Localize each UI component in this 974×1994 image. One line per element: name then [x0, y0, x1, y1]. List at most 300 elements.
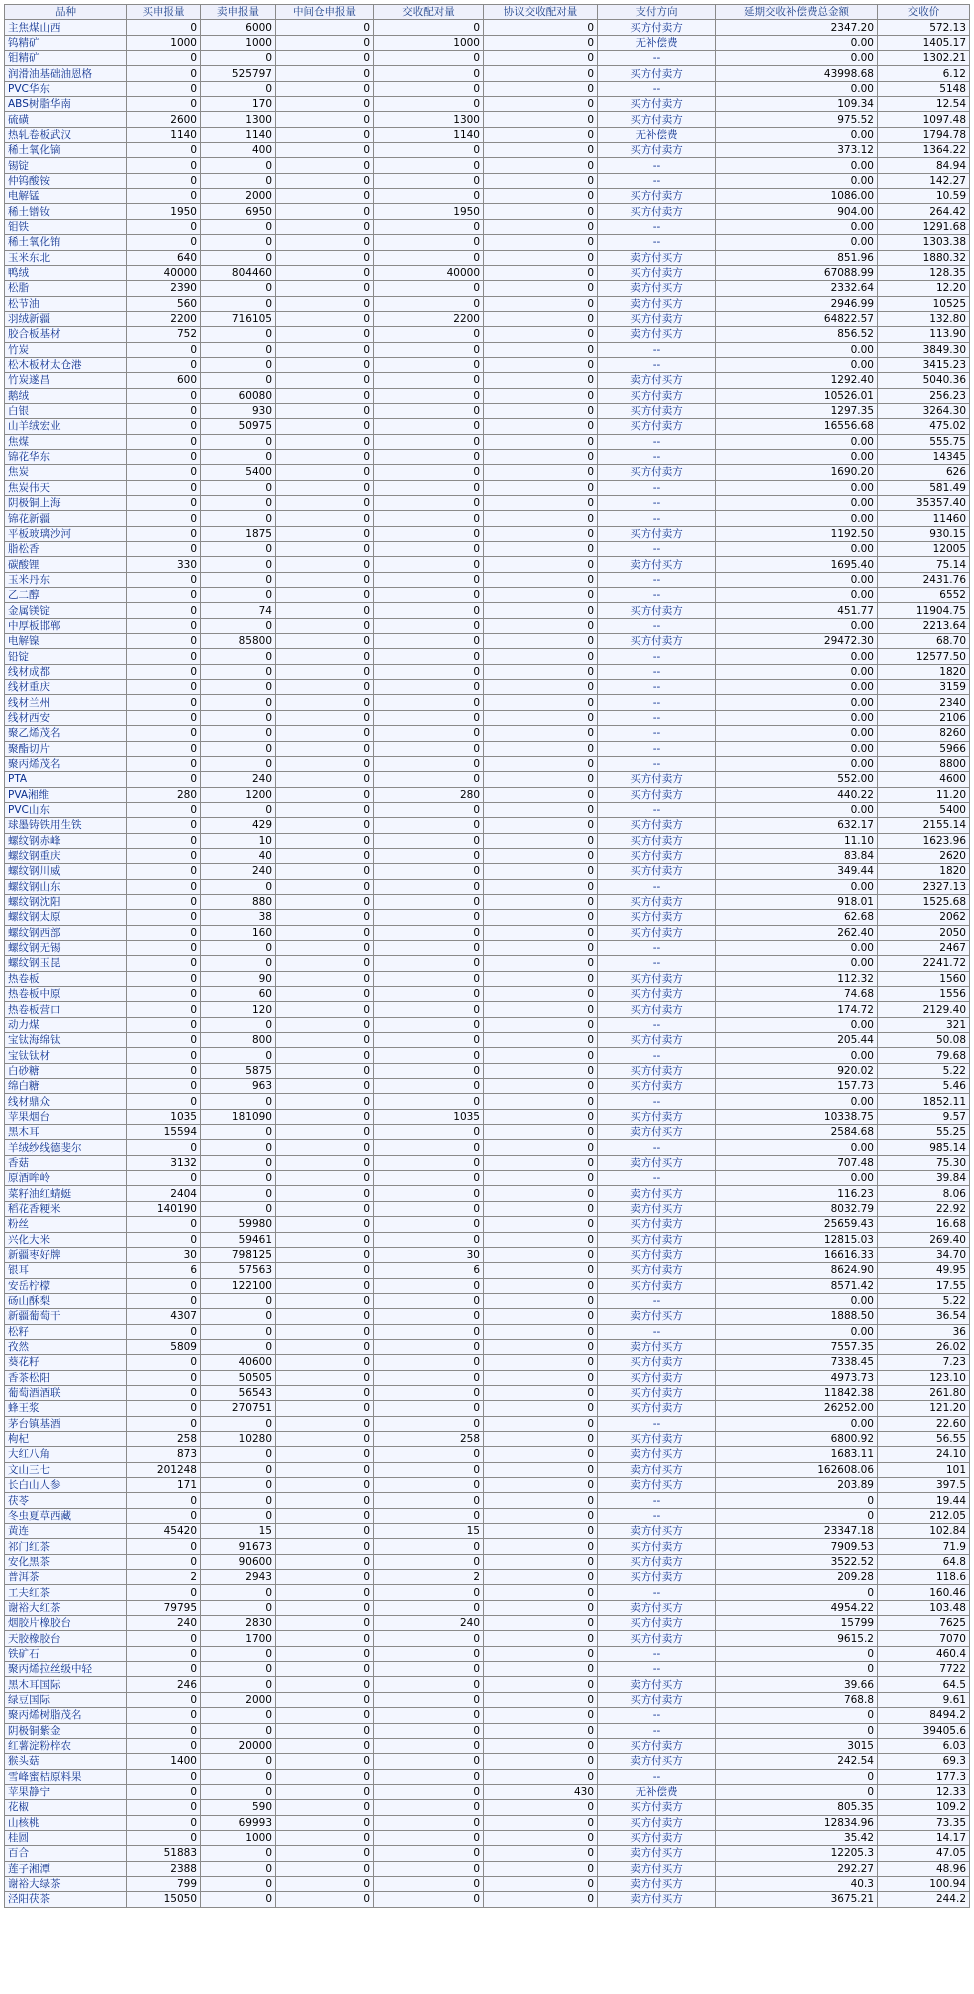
variety-cell: 香茶松阳	[5, 1370, 127, 1385]
price-cell: 103.48	[878, 1600, 970, 1615]
match-qty-cell: 0	[374, 1048, 484, 1063]
match-qty-cell: 0	[374, 1293, 484, 1308]
match-qty-cell: 1000	[374, 35, 484, 50]
buy-qty-cell: 0	[127, 664, 201, 679]
direction-cell: --	[598, 542, 716, 557]
variety-cell: 螺纹钢山东	[5, 879, 127, 894]
price-cell: 47.05	[878, 1846, 970, 1861]
match-qty-cell: 0	[374, 1784, 484, 1799]
table-row	[5, 250, 970, 265]
agreement-qty-cell: 0	[484, 1247, 598, 1262]
mid-qty-cell: 0	[276, 634, 374, 649]
price-cell: 8.06	[878, 1186, 970, 1201]
sell-qty-cell: 0	[201, 281, 276, 296]
direction-cell: 买方付卖方	[598, 526, 716, 541]
price-cell: 5966	[878, 741, 970, 756]
match-qty-cell: 0	[374, 818, 484, 833]
variety-cell: 稀土氧化铕	[5, 235, 127, 250]
mid-qty-cell: 0	[276, 649, 374, 664]
price-cell: 68.70	[878, 634, 970, 649]
agreement-qty-cell: 0	[484, 1232, 598, 1247]
sell-qty-cell: 69993	[201, 1815, 276, 1830]
compensation-cell: 112.32	[716, 971, 878, 986]
sell-qty-cell: 0	[201, 480, 276, 495]
variety-cell: 主焦煤山西	[5, 20, 127, 35]
buy-qty-cell: 0	[127, 1539, 201, 1554]
agreement-qty-cell: 0	[484, 1876, 598, 1891]
match-qty-cell: 0	[374, 51, 484, 66]
sell-qty-cell: 1200	[201, 787, 276, 802]
mid-qty-cell: 0	[276, 158, 374, 173]
compensation-cell: 8624.90	[716, 1263, 878, 1278]
compensation-cell: 1086.00	[716, 189, 878, 204]
compensation-cell: 904.00	[716, 204, 878, 219]
compensation-cell: 1683.11	[716, 1447, 878, 1462]
buy-qty-cell: 15050	[127, 1892, 201, 1907]
sell-qty-cell: 1000	[201, 1830, 276, 1845]
buy-qty-cell: 240	[127, 1616, 201, 1631]
buy-qty-cell: 0	[127, 158, 201, 173]
match-qty-cell: 0	[374, 1846, 484, 1861]
compensation-cell: 0.00	[716, 1048, 878, 1063]
agreement-qty-cell: 0	[484, 1692, 598, 1707]
table-row	[5, 1646, 970, 1661]
price-cell: 123.10	[878, 1370, 970, 1385]
table-row	[5, 1017, 970, 1032]
agreement-qty-cell: 0	[484, 818, 598, 833]
compensation-cell: 0.00	[716, 35, 878, 50]
price-cell: 1560	[878, 971, 970, 986]
match-qty-cell: 0	[374, 1171, 484, 1186]
direction-cell: 买方付卖方	[598, 1692, 716, 1707]
sell-qty-cell: 0	[201, 940, 276, 955]
mid-qty-cell: 0	[276, 618, 374, 633]
table-row	[5, 235, 970, 250]
sell-qty-cell: 0	[201, 1754, 276, 1769]
price-cell: 113.90	[878, 327, 970, 342]
variety-cell: 聚丙烯树脂茂名	[5, 1708, 127, 1723]
price-cell: 261.80	[878, 1385, 970, 1400]
direction-cell: --	[598, 219, 716, 234]
agreement-qty-cell: 0	[484, 1447, 598, 1462]
variety-cell: 苹果烟台	[5, 1109, 127, 1124]
variety-cell: 玉米东北	[5, 250, 127, 265]
compensation-cell: 451.77	[716, 603, 878, 618]
buy-qty-cell: 0	[127, 388, 201, 403]
agreement-qty-cell: 0	[484, 572, 598, 587]
variety-cell: PVC华东	[5, 81, 127, 96]
buy-qty-cell: 0	[127, 1278, 201, 1293]
variety-cell: 钨精矿	[5, 35, 127, 50]
table-row	[5, 81, 970, 96]
sell-qty-cell: 1300	[201, 112, 276, 127]
price-cell: 2062	[878, 910, 970, 925]
buy-qty-cell: 0	[127, 496, 201, 511]
agreement-qty-cell: 0	[484, 833, 598, 848]
variety-cell: 谢裕大红茶	[5, 1600, 127, 1615]
match-qty-cell: 0	[374, 572, 484, 587]
mid-qty-cell: 0	[276, 1416, 374, 1431]
buy-qty-cell: 0	[127, 1738, 201, 1753]
buy-qty-cell: 799	[127, 1876, 201, 1891]
agreement-qty-cell: 0	[484, 1662, 598, 1677]
variety-cell: 硫磺	[5, 112, 127, 127]
direction-cell: 无补偿费	[598, 1784, 716, 1799]
agreement-qty-cell: 0	[484, 281, 598, 296]
mid-qty-cell: 0	[276, 1385, 374, 1400]
match-qty-cell: 6	[374, 1263, 484, 1278]
compensation-cell: 0.00	[716, 173, 878, 188]
price-cell: 8800	[878, 756, 970, 771]
sell-qty-cell: 0	[201, 1324, 276, 1339]
buy-qty-cell: 280	[127, 787, 201, 802]
direction-cell: --	[598, 572, 716, 587]
sell-qty-cell: 804460	[201, 265, 276, 280]
match-qty-cell: 0	[374, 1754, 484, 1769]
sell-qty-cell: 0	[201, 342, 276, 357]
mid-qty-cell: 0	[276, 511, 374, 526]
table-row	[5, 680, 970, 695]
sell-qty-cell: 50505	[201, 1370, 276, 1385]
price-cell: 1820	[878, 864, 970, 879]
buy-qty-cell: 0	[127, 1079, 201, 1094]
agreement-qty-cell: 0	[484, 1263, 598, 1278]
compensation-cell: 209.28	[716, 1570, 878, 1585]
agreement-qty-cell: 0	[484, 1769, 598, 1784]
sell-qty-cell: 0	[201, 956, 276, 971]
match-qty-cell: 0	[374, 1079, 484, 1094]
agreement-qty-cell: 0	[484, 649, 598, 664]
compensation-cell: 349.44	[716, 864, 878, 879]
table-row	[5, 1232, 970, 1247]
sell-qty-cell: 6950	[201, 204, 276, 219]
agreement-qty-cell: 0	[484, 1002, 598, 1017]
mid-qty-cell: 0	[276, 66, 374, 81]
compensation-cell: 0.00	[716, 756, 878, 771]
agreement-qty-cell: 0	[484, 1478, 598, 1493]
compensation-cell: 0.00	[716, 802, 878, 817]
buy-qty-cell: 0	[127, 1293, 201, 1308]
table-row	[5, 311, 970, 326]
match-qty-cell: 0	[374, 925, 484, 940]
buy-qty-cell: 752	[127, 327, 201, 342]
variety-cell: 竹炭遂昌	[5, 373, 127, 388]
table-row	[5, 127, 970, 142]
match-qty-cell: 0	[374, 1892, 484, 1907]
price-cell: 2327.13	[878, 879, 970, 894]
direction-cell: 买方付卖方	[598, 1830, 716, 1845]
match-qty-cell: 0	[374, 1738, 484, 1753]
buy-qty-cell: 0	[127, 1002, 201, 1017]
direction-cell: 买方付卖方	[598, 1247, 716, 1262]
direction-cell: 买方付卖方	[598, 419, 716, 434]
sell-qty-cell: 2943	[201, 1570, 276, 1585]
mid-qty-cell: 0	[276, 802, 374, 817]
direction-cell: 卖方付买方	[598, 250, 716, 265]
agreement-qty-cell: 0	[484, 434, 598, 449]
variety-cell: PTA	[5, 772, 127, 787]
price-cell: 160.46	[878, 1585, 970, 1600]
match-qty-cell: 0	[374, 603, 484, 618]
variety-cell: 锦花新疆	[5, 511, 127, 526]
direction-cell: 买方付卖方	[598, 112, 716, 127]
direction-cell: --	[598, 235, 716, 250]
mid-qty-cell: 0	[276, 1171, 374, 1186]
compensation-cell: 2347.20	[716, 20, 878, 35]
compensation-cell: 440.22	[716, 787, 878, 802]
compensation-cell: 920.02	[716, 1063, 878, 1078]
direction-cell: --	[598, 1769, 716, 1784]
compensation-cell: 16616.33	[716, 1247, 878, 1262]
price-cell: 48.96	[878, 1861, 970, 1876]
direction-cell: 卖方付买方	[598, 327, 716, 342]
mid-qty-cell: 0	[276, 1478, 374, 1493]
buy-qty-cell: 0	[127, 1554, 201, 1569]
variety-cell: 玉米丹东	[5, 572, 127, 587]
match-qty-cell: 0	[374, 1723, 484, 1738]
sell-qty-cell: 0	[201, 1677, 276, 1692]
sell-qty-cell: 74	[201, 603, 276, 618]
sell-qty-cell: 0	[201, 726, 276, 741]
mid-qty-cell: 0	[276, 97, 374, 112]
variety-cell: 山核桃	[5, 1815, 127, 1830]
table-row	[5, 1247, 970, 1262]
sell-qty-cell: 0	[201, 1140, 276, 1155]
table-body	[5, 20, 970, 1907]
sell-qty-cell: 59461	[201, 1232, 276, 1247]
buy-qty-cell: 201248	[127, 1462, 201, 1477]
mid-qty-cell: 0	[276, 910, 374, 925]
direction-cell: --	[598, 173, 716, 188]
direction-cell: 买方付卖方	[598, 987, 716, 1002]
agreement-qty-cell: 0	[484, 1278, 598, 1293]
variety-cell: 球墨铸铁用生铁	[5, 818, 127, 833]
table-row	[5, 1861, 970, 1876]
compensation-cell: 25659.43	[716, 1217, 878, 1232]
compensation-cell: 0.00	[716, 158, 878, 173]
variety-cell: 线材西安	[5, 710, 127, 725]
sell-qty-cell: 0	[201, 572, 276, 587]
table-row	[5, 20, 970, 35]
compensation-cell: 0.00	[716, 879, 878, 894]
buy-qty-cell: 0	[127, 1769, 201, 1784]
buy-qty-cell: 0	[127, 1585, 201, 1600]
agreement-qty-cell: 0	[484, 910, 598, 925]
price-cell: 49.95	[878, 1263, 970, 1278]
table-row	[5, 1462, 970, 1477]
table-row	[5, 281, 970, 296]
match-qty-cell: 0	[374, 1769, 484, 1784]
price-cell: 5.46	[878, 1079, 970, 1094]
match-qty-cell: 0	[374, 1493, 484, 1508]
buy-qty-cell: 0	[127, 189, 201, 204]
direction-cell: 买方付卖方	[598, 1800, 716, 1815]
table-row	[5, 204, 970, 219]
compensation-cell: 0.00	[716, 434, 878, 449]
agreement-qty-cell: 0	[484, 403, 598, 418]
table-row	[5, 511, 970, 526]
price-cell: 321	[878, 1017, 970, 1032]
variety-cell: 线材成都	[5, 664, 127, 679]
agreement-qty-cell: 0	[484, 772, 598, 787]
match-qty-cell: 0	[374, 741, 484, 756]
agreement-qty-cell: 0	[484, 265, 598, 280]
price-cell: 12.20	[878, 281, 970, 296]
price-cell: 73.35	[878, 1815, 970, 1830]
table-row	[5, 1155, 970, 1170]
direction-cell: 买方付卖方	[598, 1738, 716, 1753]
compensation-cell: 0.00	[716, 357, 878, 372]
variety-cell: 百合	[5, 1846, 127, 1861]
compensation-cell: 0	[716, 1508, 878, 1523]
agreement-qty-cell: 0	[484, 1570, 598, 1585]
buy-qty-cell: 3132	[127, 1155, 201, 1170]
agreement-qty-cell: 0	[484, 1017, 598, 1032]
table-row	[5, 465, 970, 480]
table-row	[5, 756, 970, 771]
table-row	[5, 987, 970, 1002]
variety-cell: 宝钛钛材	[5, 1048, 127, 1063]
sell-qty-cell: 0	[201, 588, 276, 603]
table-row	[5, 1892, 970, 1907]
sell-qty-cell: 1000	[201, 35, 276, 50]
price-cell: 7625	[878, 1616, 970, 1631]
buy-qty-cell: 0	[127, 956, 201, 971]
compensation-cell: 0.00	[716, 588, 878, 603]
table-row	[5, 1263, 970, 1278]
compensation-cell: 0	[716, 1784, 878, 1799]
agreement-qty-cell: 0	[484, 1324, 598, 1339]
buy-qty-cell: 0	[127, 1708, 201, 1723]
compensation-cell: 3522.52	[716, 1554, 878, 1569]
match-qty-cell: 0	[374, 802, 484, 817]
variety-cell: 黑木耳国际	[5, 1677, 127, 1692]
compensation-cell: 15799	[716, 1616, 878, 1631]
direction-cell: 卖方付买方	[598, 373, 716, 388]
agreement-qty-cell: 0	[484, 1125, 598, 1140]
match-qty-cell: 0	[374, 1401, 484, 1416]
direction-cell: 买方付卖方	[598, 1079, 716, 1094]
agreement-qty-cell: 0	[484, 864, 598, 879]
mid-qty-cell: 0	[276, 1109, 374, 1124]
compensation-cell: 0.00	[716, 511, 878, 526]
agreement-qty-cell: 0	[484, 296, 598, 311]
variety-cell: 聚丙烯拉丝级中轻	[5, 1662, 127, 1677]
match-qty-cell: 0	[374, 526, 484, 541]
table-row	[5, 434, 970, 449]
agreement-qty-cell: 0	[484, 66, 598, 81]
agreement-qty-cell: 0	[484, 1355, 598, 1370]
table-row	[5, 1723, 970, 1738]
sell-qty-cell: 170	[201, 97, 276, 112]
price-cell: 14345	[878, 449, 970, 464]
price-cell: 2129.40	[878, 1002, 970, 1017]
agreement-qty-cell: 0	[484, 496, 598, 511]
direction-cell: 买方付卖方	[598, 1278, 716, 1293]
sell-qty-cell: 0	[201, 649, 276, 664]
match-qty-cell: 0	[374, 250, 484, 265]
mid-qty-cell: 0	[276, 1616, 374, 1631]
price-cell: 1794.78	[878, 127, 970, 142]
mid-qty-cell: 0	[276, 1125, 374, 1140]
table-row	[5, 1401, 970, 1416]
buy-qty-cell: 0	[127, 833, 201, 848]
variety-cell: 钼铁	[5, 219, 127, 234]
match-qty-cell: 0	[374, 81, 484, 96]
buy-qty-cell: 2390	[127, 281, 201, 296]
direction-cell: 买方付卖方	[598, 848, 716, 863]
price-cell: 34.70	[878, 1247, 970, 1262]
compensation-cell: 12205.3	[716, 1846, 878, 1861]
table-row	[5, 1447, 970, 1462]
sell-qty-cell: 0	[201, 1708, 276, 1723]
match-qty-cell: 0	[374, 940, 484, 955]
table-row	[5, 403, 970, 418]
compensation-cell: 0	[716, 1662, 878, 1677]
sell-qty-cell: 15	[201, 1524, 276, 1539]
agreement-qty-cell: 0	[484, 1094, 598, 1109]
table-row	[5, 1677, 970, 1692]
match-qty-cell: 0	[374, 971, 484, 986]
compensation-cell: 0.00	[716, 680, 878, 695]
agreement-qty-cell: 0	[484, 557, 598, 572]
sell-qty-cell: 0	[201, 296, 276, 311]
table-row	[5, 1431, 970, 1446]
compensation-cell: 0.00	[716, 342, 878, 357]
sell-qty-cell: 20000	[201, 1738, 276, 1753]
agreement-qty-cell: 0	[484, 112, 598, 127]
buy-qty-cell: 0	[127, 66, 201, 81]
price-cell: 581.49	[878, 480, 970, 495]
match-qty-cell: 0	[374, 1830, 484, 1845]
direction-cell: 买方付卖方	[598, 403, 716, 418]
match-qty-cell: 0	[374, 1585, 484, 1600]
variety-cell: 兴化大米	[5, 1232, 127, 1247]
variety-cell: 枸杞	[5, 1431, 127, 1446]
variety-cell: 螺纹钢重庆	[5, 848, 127, 863]
direction-cell: 买方付卖方	[598, 864, 716, 879]
price-cell: 1302.21	[878, 51, 970, 66]
buy-qty-cell: 2200	[127, 311, 201, 326]
compensation-cell: 552.00	[716, 772, 878, 787]
buy-qty-cell: 0	[127, 894, 201, 909]
direction-cell: 买方付卖方	[598, 1539, 716, 1554]
compensation-cell: 174.72	[716, 1002, 878, 1017]
mid-qty-cell: 0	[276, 1784, 374, 1799]
compensation-cell: 0.00	[716, 235, 878, 250]
table-row	[5, 1600, 970, 1615]
compensation-cell: 0	[716, 1493, 878, 1508]
direction-cell: --	[598, 956, 716, 971]
compensation-cell: 292.27	[716, 1861, 878, 1876]
mid-qty-cell: 0	[276, 1524, 374, 1539]
variety-cell: 羊绒纱线德斐尔	[5, 1140, 127, 1155]
price-cell: 118.6	[878, 1570, 970, 1585]
match-qty-cell: 0	[374, 956, 484, 971]
mid-qty-cell: 0	[276, 971, 374, 986]
match-qty-cell: 30	[374, 1247, 484, 1262]
sell-qty-cell: 0	[201, 373, 276, 388]
compensation-cell: 3015	[716, 1738, 878, 1753]
match-qty-cell: 0	[374, 480, 484, 495]
variety-cell: 苹果静宁	[5, 1784, 127, 1799]
sell-qty-cell: 0	[201, 1171, 276, 1186]
price-cell: 1097.48	[878, 112, 970, 127]
compensation-cell: 0	[716, 1585, 878, 1600]
mid-qty-cell: 0	[276, 1861, 374, 1876]
price-cell: 128.35	[878, 265, 970, 280]
price-cell: 244.2	[878, 1892, 970, 1907]
